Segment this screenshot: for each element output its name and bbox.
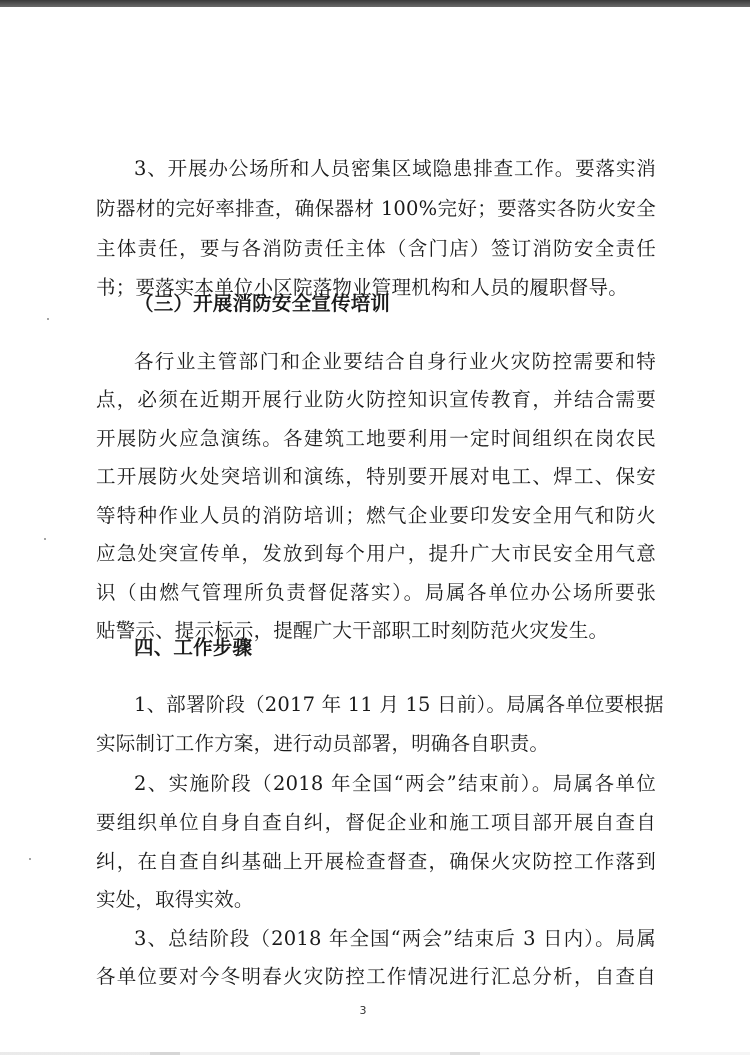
scan-speck [44,538,46,540]
paragraph-line: 实际制订工作方案，进行动员部署，明确各自职责。 [96,731,550,755]
paragraph-line: 各单位要对今冬明春火灾防控工作情况进行汇总分析，自查自 [96,964,656,988]
paragraph-line: 书；要落实本单位小区院落物业管理机构和人员的履职督导。 [96,275,628,299]
paragraph-line: 防器材的完好率排查，确保器材 100%完好；要落实各防火安全 [96,196,656,220]
paragraph-line: 各行业主管部门和企业要结合自身行业火灾防控需要和特 [134,349,656,373]
scan-top-edge [0,0,750,7]
paragraph-line: 1、部署阶段（2017 年 11 月 15 日前）。局属各单位要根据 [134,692,664,716]
paragraph-line: 贴警示、提示标示，提醒广大干部职工时刻防范火灾发生。 [96,618,609,642]
paragraph-line: 应急处突宣传单，发放到每个用户，提升广大市民安全用气意 [96,541,656,565]
paragraph-line: 3、开展办公场所和人员密集区域隐患排查工作。要落实消 [134,156,656,180]
page-number: 3 [359,1004,367,1017]
paragraph-line: 纠，在自查自纠基础上开展检查督查，确保火灾防控工作落到 [96,849,656,873]
paragraph-line: 等特种作业人员的消防培训；燃气企业要印发安全用气和防火 [96,503,656,527]
paragraph-line: 2、实施阶段（2018 年全国“两会”结束前）。局属各单位 [134,771,656,795]
scan-speck [47,318,49,320]
scan-speck [29,858,31,860]
section-heading: 四、工作步骤 [134,636,253,659]
paragraph-line: 主体责任，要与各消防责任主体（含门店）签订消防安全责任 [96,236,656,260]
paragraph-line: 要组织单位自身自查自纠，督促企业和施工项目部开展自查自 [96,810,656,834]
paragraph-line: 点，必须在近期开展行业防火防控知识宣传教育，并结合需要 [96,387,656,411]
scan-bottom-edge [0,1052,750,1055]
section-heading: （三）开展消防安全宣传培训 [134,292,391,315]
paragraph-line: 实处，取得实效。 [96,887,254,911]
paragraph-line: 识（由燃气管理所负责督促落实）。局属各单位办公场所要张 [96,580,656,604]
paragraph-line: 工开展防火处突培训和演练，特别要开展对电工、焊工、保安 [96,464,656,488]
paragraph-line: 3、总结阶段（2018 年全国“两会”结束后 3 日内）。局属 [134,926,656,950]
paragraph-line: 开展防火应急演练。各建筑工地要利用一定时间组织在岗农民 [96,426,656,450]
